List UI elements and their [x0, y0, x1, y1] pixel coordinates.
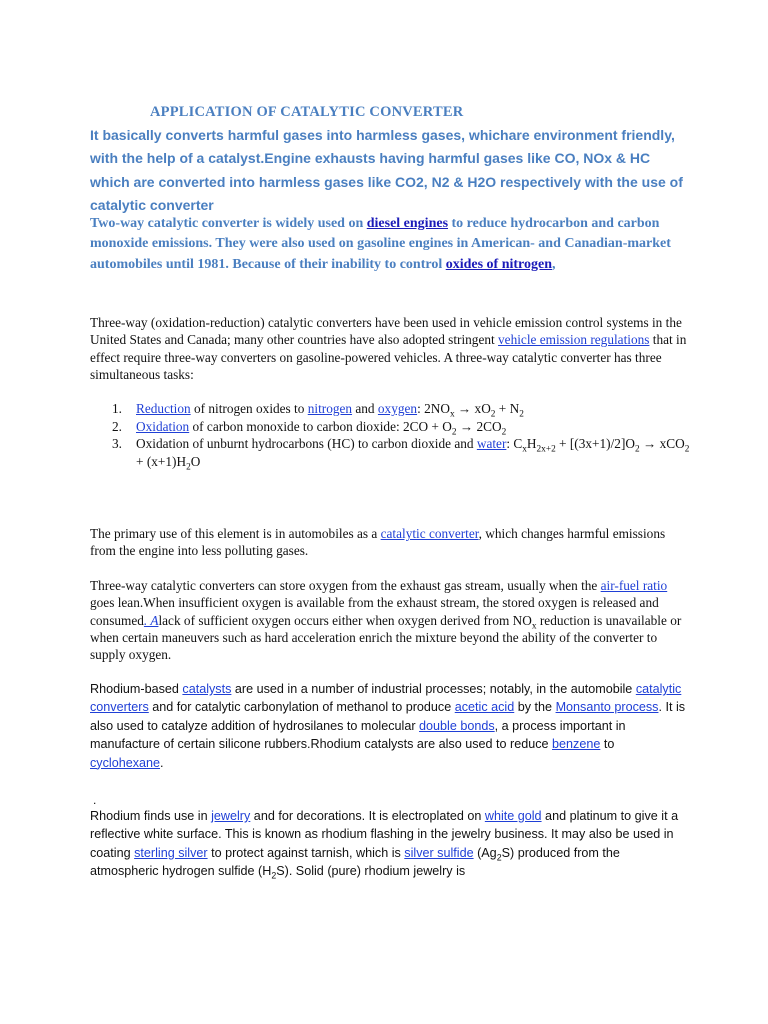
link-water[interactable]: water	[476, 436, 507, 451]
link-a[interactable]: . A	[143, 612, 159, 628]
link-catalytic-converters[interactable]: catalytic converters	[90, 682, 682, 715]
link-catalytic-converter[interactable]: catalytic converter	[380, 526, 479, 541]
link-white-gold[interactable]: white gold	[484, 809, 542, 823]
link-diesel-engines[interactable]: diesel engines	[366, 216, 449, 231]
tasks-list	[90, 400, 690, 473]
link-benzene[interactable]: benzene	[552, 737, 601, 752]
list-item: 2. Oxidation of carbon monoxide to carbon dioxide: $2CO + O_2 \to 2CO_2$	[112, 418, 507, 438]
oxygen-storage-paragraph: Three-way catalytic converters can store oxygen from the exhaust gas stream, usually when the air-fuel ratio goes lean.When insufficient oxygen is available from the exhaust stream, the stored oxygen is released and consumed. Alack of sufficient oxygen occurs either when oxygen derived from $NO_x$ reduction is unavailable or when certain maneuvers such as hard acceleration enrich the mixture beyond the ability of the converter to supply oxygen.	[90, 578, 682, 663]
two-way-paragraph: Two-way catalytic converter is widely used on diesel engines to reduce hydrocarbon and carbon monoxide emissions. They were also used on gasoline engines in American- and Canadian-market automobiles until 1981. Because of their inability to control oxides of nitrogen,	[90, 216, 671, 272]
primary-use-paragraph: The primary use of this element is in automobiles as a catalytic converter, which changes harmful emissions from the engine into less polluting gases.	[90, 526, 666, 559]
link-silver-sulfide[interactable]: silver sulfide	[404, 845, 474, 860]
link-jewelry[interactable]: jewelry	[211, 809, 251, 823]
link-oxidation[interactable]: Oxidation	[136, 418, 190, 434]
link-oxides-of-nitrogen[interactable]: oxides of nitrogen	[445, 256, 553, 272]
link-nitrogen[interactable]: nitrogen	[307, 401, 353, 416]
stray-dot: .	[93, 793, 97, 807]
link-monsanto-process[interactable]: Monsanto process	[555, 700, 659, 715]
link-oxygen[interactable]: oxygen	[377, 401, 418, 416]
three-way-paragraph: Three-way (oxidation-reduction) catalytic converters have been used in vehicle emission control systems in the United States and Canada; many other countries have also adopted stringent vehicle emission regulations that in effect require three-way converters on gasoline-powered vehicles. A three-way catalytic converter has three simultaneous tasks:	[90, 315, 687, 382]
link-reduction[interactable]: Reduction	[136, 401, 191, 416]
rhodium-jewelry-paragraph: Rhodium finds use in jewelry and for decorations. It is electroplated on white gold and platinum to give it a reflective white surface. This is known as rhodium flashing in the jewelry business. It may also be used in coating sterling silver to protect against tarnish, which is silver sulfide $(Ag_2S)$ produced from the atmospheric hydrogen sulfide $(H_2S)$. Solid (pure) rhodium jewelry is	[90, 809, 679, 881]
list-item: 1. Reduction of nitrogen oxides to nitrogen and oxygen: $2NO_x \to xO_2 + N_2$	[112, 401, 524, 420]
link-air-fuel-ratio[interactable]: air-fuel ratio	[600, 578, 668, 593]
link-sterling-silver[interactable]: sterling silver	[134, 845, 208, 860]
link-vehicle-emission-regulations[interactable]: vehicle emission regulations	[498, 332, 650, 348]
link-cyclohexane[interactable]: cyclohexane	[90, 755, 161, 770]
rhodium-catalysts-paragraph: Rhodium-based catalysts are used in a number of industrial processes; notably, in the automobile catalytic converters and for catalytic carbonylation of methanol to produce acetic acid by the Monsanto process. It is also used to catalyze addition of hydrosilanes to molecular double bonds, a process important in manufacture of certain silicone rubbers.Rhodium catalysts are also used to reduce benzene to cyclohexane.	[90, 682, 686, 770]
link-double-bonds[interactable]: double bonds	[419, 718, 495, 733]
list-item: 3. Oxidation of unburnt hydrocarbons (HC) to carbon dioxide and water: $C_xH_{2x+2} + [(3x+1)/2]O_2 \to xCO_2 + (x+1)H_2O$	[112, 436, 690, 473]
link-catalysts[interactable]: catalysts	[182, 682, 232, 696]
link-acetic-acid[interactable]: acetic acid	[454, 700, 515, 715]
document-title: APPLICATION OF CATALYTIC CONVERTER	[150, 104, 464, 120]
intro-paragraph: It basically converts harmful gases into harmless gases, whichare environment friendly, with the help of a catalyst.Engine exhausts having harmful gases like CO, NOx & HC which are converted into harmless gases like CO2, N2 & H2O respectively with the use of catalytic converter	[90, 127, 683, 213]
